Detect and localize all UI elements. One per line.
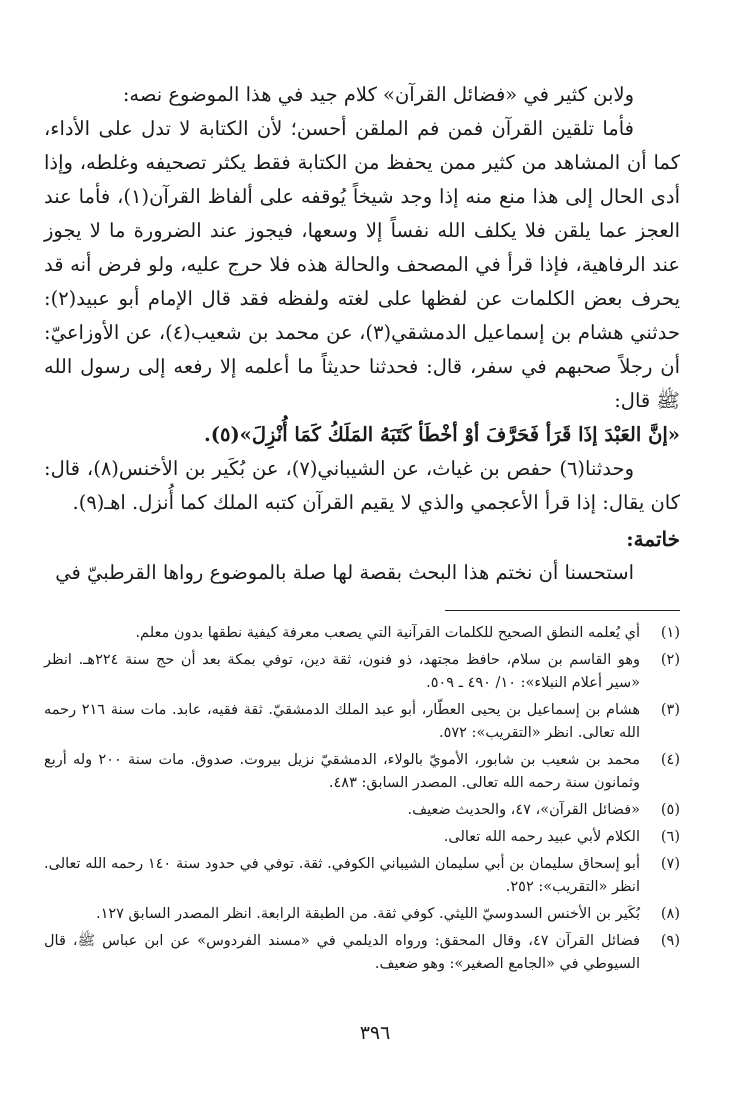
quote-paragraph: فأما تلقين القرآن فمن فم الملقن أحسن؛ لأن الكتابة لا تدل على الأداء، كما أن المشاهد من كثير ممن يحفظ من الكتابة فقط يكثر تصحيفه وغلطه، وإذا أدى الحال إلى هذا منع منه إذا وجد شيخاً يُوقفه على ألفاظ القرآن(١)، فأما عند العجز عما يلقن فلا يكلف الله نفساً إلا وسعها، فيجوز عند الضرورة ما لا يجوز عند الرفاهية، فإذا قرأ في المصحف والحالة هذه فلا حرج عليه، ولو فرض أنه قد يحرف بعض الكلمات عن لفظها على لغته ولفظه فقد قال الإمام أبو عبيد(٢): حدثني هشام بن إسماعيل الدمشقي(٣)، عن محمد بن شعيب(٤)، عن الأوزاعيّ: أن رجلاً صحبهم في سفر، قال: فحدثنا حديثاً ما أعلمه إلا رفعه إلى رسول الله ﷺ قال: bbox=[44, 117, 680, 412]
footnote-text: هشام بن إسماعيل بن يحيى العطّار، أبو عبد الملك الدمشقيّ. ثقة فقيه، عابد. مات سنة ٢١٦ رحمه الله تعالى. انظر «التقريب»: ٥٧٢. bbox=[44, 702, 641, 741]
intro-paragraph: ولابن كثير في «فضائل القرآن» كلام جيد في هذا الموضوع نصه: bbox=[122, 83, 634, 106]
main-text bbox=[44, 78, 680, 590]
footnote-divider bbox=[445, 610, 680, 611]
footnote-number: (٤) bbox=[660, 752, 680, 768]
footnote-number: (٢) bbox=[660, 652, 680, 668]
footnote-number: (١) bbox=[660, 625, 680, 641]
footnote-text: الكلام لأبي عبيد رحمه الله تعالى. bbox=[443, 829, 640, 845]
section-heading: خاتمة: bbox=[626, 527, 680, 551]
footnote-text: أبو إسحاق سليمان بن أبي سليمان الشيباني الكوفي. ثقة. توفي في حدود سنة ١٤٠ رحمه الله تعالى. انظر «التقريب»: ٢٥٢. bbox=[44, 856, 640, 895]
footnote-number: (٧) bbox=[660, 856, 680, 872]
hadith-text: «إنَّ العَبْدَ إذَا قَرَأ فَحَرَّفَ أوْ أخْطَأ كَتَبَهُ المَلَكُ كَمَا أُنْزِلَ»(٥). bbox=[203, 423, 680, 446]
footnote-text: وهو القاسم بن سلام، حافظ مجتهد، ذو فنون، ثقة دين، توفي بمكة بعد أن حج سنة ٢٢٤هـ. انظر «سير أعلام النبلاء»: ١٠/ ٤٩٠ ـ ٥٠٩. bbox=[44, 652, 640, 691]
footnote-text: «فضائل القرآن»، ٤٧، والحديث ضعيف. bbox=[407, 802, 640, 818]
footnote bbox=[44, 749, 680, 795]
closing-paragraph: استحسنا أن نختم هذا البحث بقصة لها صلة بالموضوع رواها القرطبيّ في bbox=[55, 561, 634, 584]
footnote bbox=[44, 853, 680, 899]
footnote bbox=[44, 622, 680, 645]
second-quote-paragraph: وحدثنا(٦) حفص بن غياث، عن الشيباني(٧)، عن بُكَير بن الأخنس(٨)، قال: كان يقال: إذا قرأ الأعجمي والذي لا يقيم القرآن كتبه الملك كما أُنزل. اهـ(٩). bbox=[44, 457, 680, 514]
footnote-number: (٩) bbox=[660, 933, 680, 949]
footnote bbox=[44, 826, 680, 849]
footnote bbox=[44, 799, 680, 822]
footnote bbox=[44, 699, 680, 745]
footnote-number: (٨) bbox=[660, 906, 680, 922]
footnotes bbox=[44, 622, 680, 980]
footnote-number: (٣) bbox=[660, 702, 680, 718]
footnote-text: محمد بن شعيب بن شابور، الأمويّ بالولاء، الدمشقيّ نزيل بيروت. صدوق. مات سنة ٢٠٠ وله أربع وثمانون سنة رحمه الله تعالى. المصدر السابق: ٤٨٣. bbox=[44, 752, 640, 791]
footnote-number: (٥) bbox=[660, 802, 680, 818]
footnote-number: (٦) bbox=[660, 829, 680, 845]
footnote-text: أي يُعلمه النطق الصحيح للكلمات القرآنية التي يصعب معرفة كيفية نطقها بدون معلم. bbox=[135, 625, 640, 641]
footnote-text: فضائل القرآن ٤٧، وقال المحقق: ورواه الديلمي في «مسند الفردوس» عن ابن عباس ﷺ، قال السيوطي في «الجامع الصغير»: وهو ضعيف. bbox=[44, 933, 640, 972]
footnote-text: بُكَير بن الأخنس السدوسيّ الليثي. كوفي ثقة. من الطبقة الرابعة. انظر المصدر السابق ١٢٧. bbox=[95, 906, 640, 922]
footnote bbox=[44, 649, 680, 695]
page-number: ٣٩٦ bbox=[359, 1022, 391, 1044]
footnote bbox=[44, 903, 680, 926]
footnote bbox=[44, 930, 680, 976]
